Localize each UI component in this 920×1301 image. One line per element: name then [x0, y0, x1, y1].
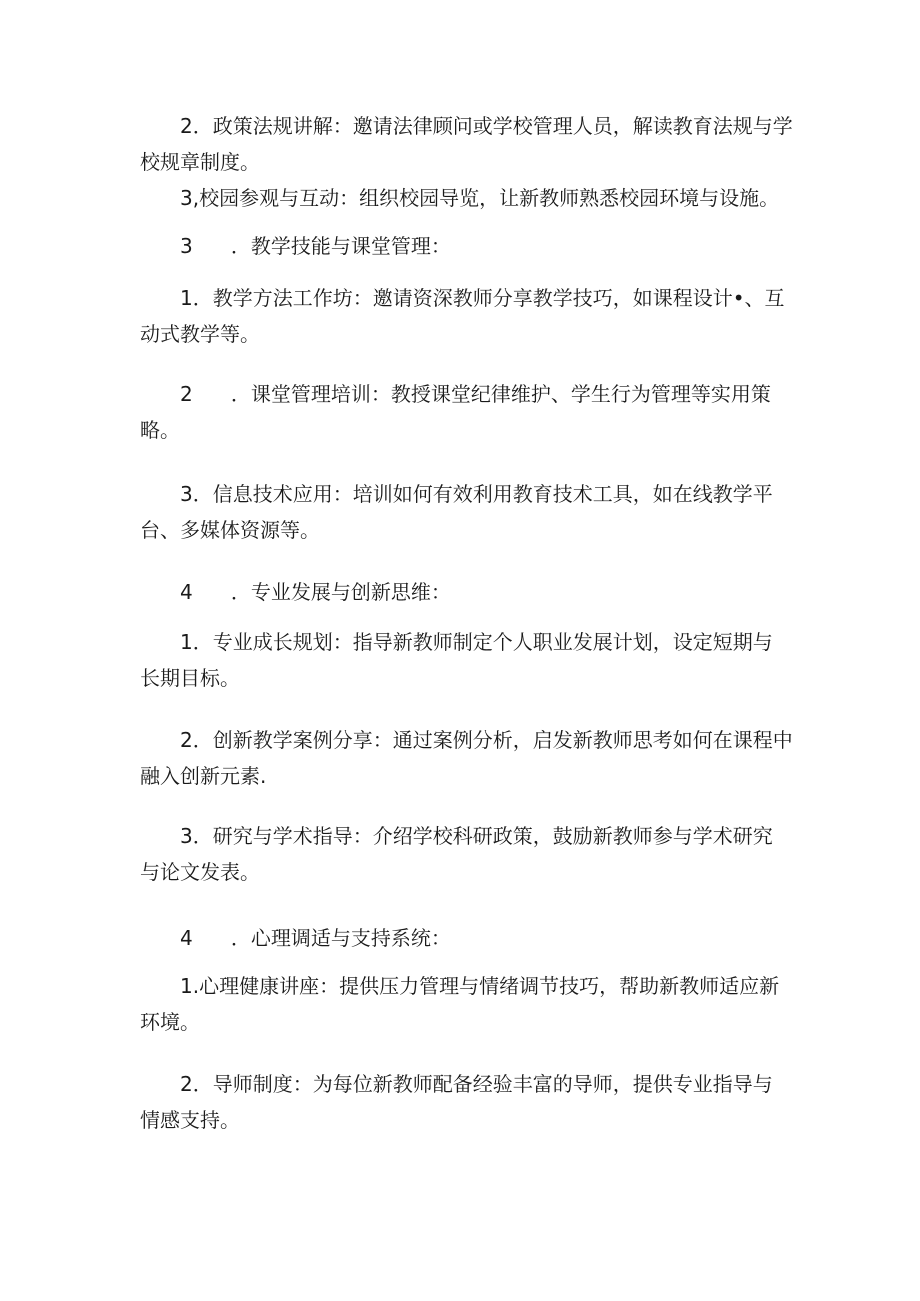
paragraph-line: 情感支持。 — [140, 1108, 240, 1132]
paragraph-line: 3．研究与学术指导：介绍学校科研政策，鼓励新教师参与学术研究 — [180, 824, 773, 848]
paragraph-innovation-cases — [140, 722, 793, 794]
section-heading-psychological-support — [140, 920, 790, 956]
paragraph-line: 2．创新教学案例分享：通过案例分析，启发新教师思考如何在课程中 — [180, 728, 793, 752]
paragraph-line: 4 ．心理调适与支持系统： — [180, 926, 451, 950]
paragraph-line: 2 ．课堂管理培训：教授课堂纪律维护、学生行为管理等实用策 — [180, 382, 771, 406]
paragraph-policy-lecture — [140, 108, 793, 180]
paragraph-line: 1．教学方法工作坊：邀请资深教师分享教学技巧，如课程设计•、互 — [180, 286, 785, 310]
paragraph-line: 环境。 — [140, 1010, 200, 1034]
paragraph-line: 3．信息技术应用：培训如何有效利用教育技术工具，如在线教学平 — [180, 482, 773, 506]
paragraph-line: 融入创新元素. — [140, 764, 267, 788]
paragraph-line: 1.心理健康讲座：提供压力管理与情绪调节技巧，帮助新教师适应新 — [180, 974, 780, 998]
paragraph-classroom-training — [140, 376, 790, 448]
paragraph-line: 3 ．教学技能与课堂管理： — [180, 234, 451, 258]
paragraph-campus-tour — [140, 180, 790, 216]
paragraph-line: 校规章制度。 — [140, 150, 260, 174]
paragraph-line: 台、多媒体资源等。 — [140, 518, 320, 542]
section-heading-teaching-skills — [140, 228, 790, 264]
paragraph-line: 2．导师制度：为每位新教师配备经验丰富的导师，提供专业指导与 — [180, 1072, 773, 1096]
paragraph-line: 1．专业成长规划：指导新教师制定个人职业发展计划，设定短期与 — [180, 630, 773, 654]
paragraph-it-application — [140, 476, 790, 548]
paragraph-line: 动式教学等。 — [140, 322, 260, 346]
paragraph-research-guidance — [140, 818, 790, 890]
paragraph-line: 4 ．专业发展与创新思维： — [180, 580, 451, 604]
paragraph-line: 略。 — [140, 418, 180, 442]
paragraph-line: 与论文发表。 — [140, 860, 260, 884]
section-heading-professional-development — [140, 574, 790, 610]
paragraph-line: 2．政策法规讲解：邀请法律顾问或学校管理人员，解读教育法规与学 — [180, 114, 793, 138]
paragraph-growth-plan — [140, 624, 790, 696]
paragraph-line: 3,校园参观与互动：组织校园导览，让新教师熟悉校园环境与设施。 — [180, 186, 780, 210]
paragraph-mental-health — [140, 968, 790, 1040]
paragraph-mentor-system — [140, 1066, 790, 1138]
paragraph-line: 长期目标。 — [140, 666, 240, 690]
paragraph-teaching-workshop — [140, 280, 790, 352]
